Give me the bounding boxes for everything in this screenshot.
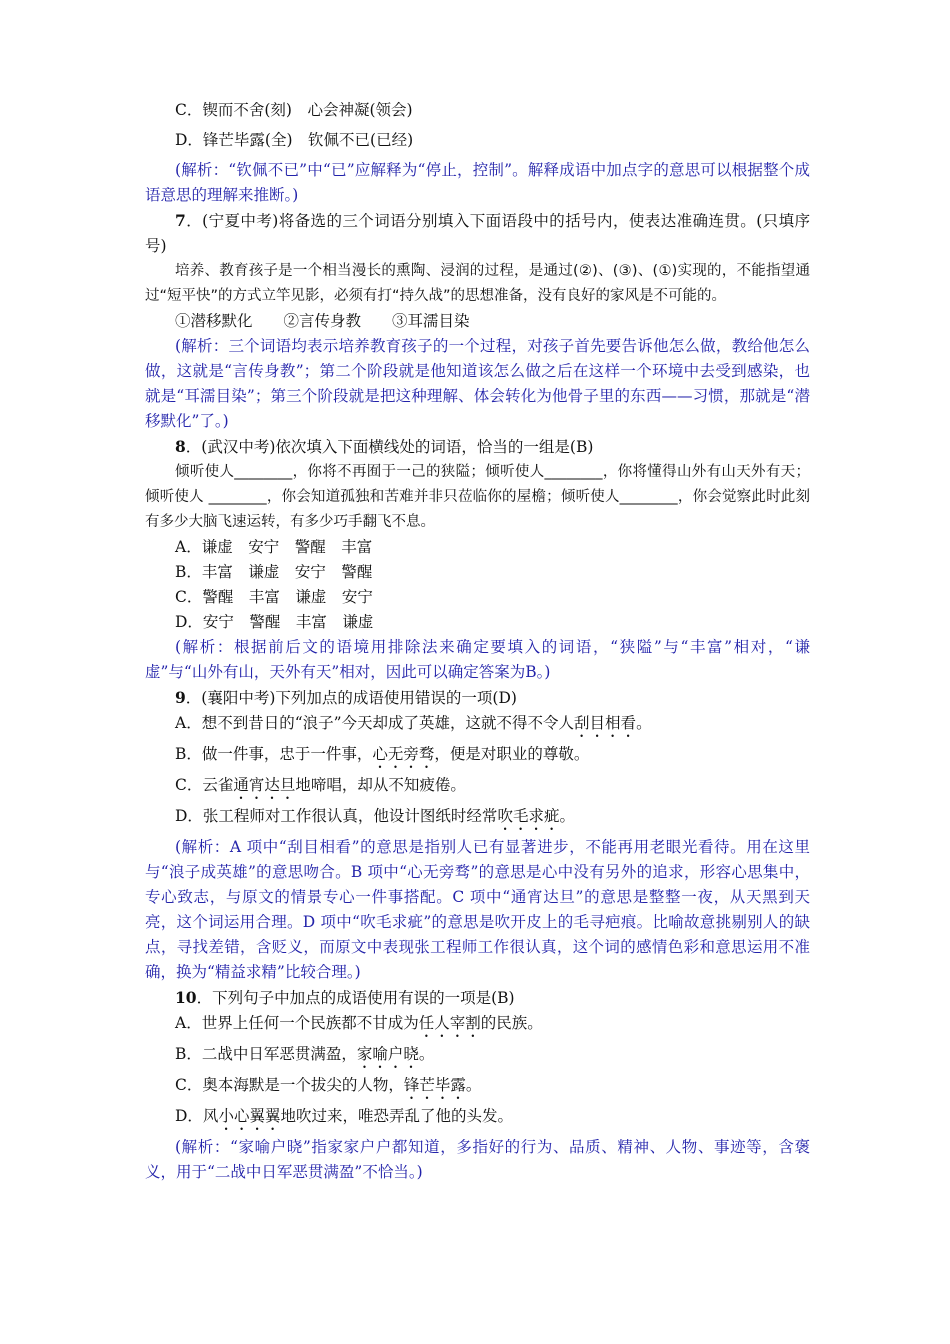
- q10-option-b-idiom: 家喻户晓: [356, 1045, 419, 1063]
- q10-option-b-text: B．二战中日军恶贯满盈，: [175, 1045, 357, 1063]
- q9-option-d-text: D．张工程师对工作很认真，他设计图纸时经常: [175, 807, 498, 825]
- q7-options: ①潜移默化 ②言传身教 ③耳濡目染: [175, 312, 470, 330]
- q7-number: 7: [175, 211, 186, 230]
- q10-number: 10: [175, 988, 197, 1007]
- q9-option-c-idiom: 通宵达旦: [233, 776, 296, 794]
- q10-option-c: [145, 1073, 810, 1104]
- q9-analysis: (解析：A 项中“刮目相看”的意思是指别人已有显著进步，不能再用老眼光看待。用在这里与“浪子成英雄”的意思吻合。B 项中“心无旁骛”的意思是心中没有另外的追求，形容心思集中，专心致志，与原文的情景专心一件事搭配。C 项中“通宵达旦”的意思是整整一夜，从天黑到天亮，这个词运用合理。D 项中“吹毛求疵”的意思是吹开皮上的毛寻疤痕。比喻故意挑剔别人的缺点，寻找差错，含贬义，而原文中表现张工程师工作很认真，这个词的感情色彩和意思运用不准确，换为“精益求精”比较合理。): [145, 838, 810, 981]
- q10-option-a-end: 的民族。: [480, 1014, 543, 1032]
- q9-option-c-text: C．云雀: [175, 776, 234, 794]
- q9-stem-text: ．(襄阳中考)下列加点的成语使用错误的一项(D): [185, 689, 517, 707]
- q10-option-c-end: 。: [465, 1076, 482, 1094]
- q9-option-a-idiom: 刮目相看: [574, 714, 637, 732]
- document-page: [145, 98, 810, 1185]
- q10-option-d-idiom: 小心翼翼: [218, 1107, 281, 1125]
- q9-option-d-end: 。: [559, 807, 575, 825]
- q8-analysis: (解析：根据前后文的语境用排除法来确定要填入的词语，“狭隘”与“丰富”相对，“谦虚”与“山外有山，天外有天”相对，因此可以确定答案为B。): [145, 638, 810, 681]
- q10-option-d-text: D．风: [175, 1107, 219, 1125]
- q9-option-b-end: ，便是对职业的尊敬。: [434, 745, 590, 763]
- q10-analysis: (解析：“家喻户晓”指家家户户都知道，多指好的行为、品质、精神、人物、事迹等，含褒义，用于“二战中日军恶贯满盈”不恰当。): [145, 1138, 810, 1181]
- q8-stem-text: ．(武汉中考)依次填入下面横线处的词语，恰当的一组是(B): [185, 438, 594, 456]
- q10-option-d: [145, 1104, 810, 1135]
- q10-option-a: [145, 1011, 810, 1042]
- q6-option-c: C．锲而不舍(刻) 心会神凝(领会): [175, 101, 413, 119]
- q6-option-d: D．锋芒毕露(全) 钦佩不已(已经): [175, 131, 414, 149]
- q8-passage: 倾听使人________，你将不再囿于一己的狭隘；倾听使人________，你将懂得山外有山天外有天；倾听使人 ________，你会知道孤独和苦难并非只莅临你的屋檐；倾听使人________，你会觉察此时此刻有多少大脑飞速运转，有多少巧手翻飞不息。: [145, 464, 810, 530]
- q8-option-d: D．安宁 警醒 丰富 谦虚: [175, 613, 374, 631]
- q9-number: 9: [175, 688, 186, 707]
- q9-option-b-text: B．做一件事，忠于一件事，: [175, 745, 373, 763]
- q9-option-b: [145, 742, 810, 773]
- q10-stem-text: ．下列句子中加点的成语使用有误的一项是(B): [196, 989, 515, 1007]
- q10-option-a-idiom: 任人宰割: [418, 1014, 481, 1032]
- q10-option-c-idiom: 锋芒毕露: [403, 1076, 466, 1094]
- q7-stem-text: ．(宁夏中考)将备选的三个词语分别填入下面语段中的括号内，使表达准确连贯。(只填序号): [145, 212, 810, 255]
- q9-stem: [145, 685, 810, 711]
- q10-option-c-text: C．奥本海默是一个拔尖的人物，: [175, 1076, 404, 1094]
- q10-option-d-end: 地吹过来，唯恐弄乱了他的头发。: [280, 1107, 513, 1125]
- q8-number: 8: [175, 437, 186, 456]
- q8-stem: [145, 434, 810, 460]
- q9-option-d: [145, 804, 810, 835]
- q9-option-a-text: A．想不到昔日的“浪子”今天却成了英雄，这就不得不令人: [175, 714, 575, 732]
- q10-option-a-text: A．世界上任何一个民族都不甘成为: [175, 1014, 419, 1032]
- q7-passage: 培养、教育孩子是一个相当漫长的熏陶、浸润的过程，是通过(②)、(③)、(①)实现的，不能指望通过“短平快”的方式立竿见影，必须有打“持久战”的思想准备，没有良好的家风是不可能的。: [145, 263, 810, 304]
- q9-option-c: [145, 773, 810, 804]
- q6-analysis: (解析：“钦佩不已”中“已”应解释为“停止，控制”。解释成语中加点字的意思可以根据整个成语意思的理解来推断。): [145, 161, 810, 204]
- q7-analysis: (解析：三个词语均表示培养教育孩子的一个过程，对孩子首先要告诉他怎么做，教给他怎么做，这就是“言传身教”；第二个阶段就是他知道该怎么做之后在这样一个环境中去受到感染，也就是“耳濡目染”；第三个阶段就是把这种理解、体会转化为他骨子里的东西——习惯，那就是“潜移默化”了。): [145, 337, 810, 430]
- q10-stem: [145, 985, 810, 1011]
- q10-option-b-end: 。: [418, 1045, 435, 1063]
- q9-option-d-idiom: 吹毛求疵: [497, 807, 560, 825]
- q8-option-c: C．警醒 丰富 谦虚 安宁: [175, 588, 373, 606]
- q10-option-b: [145, 1042, 810, 1073]
- q9-option-b-idiom: 心无旁骛: [372, 745, 435, 763]
- q9-option-c-end: 地啼唱，却从不知疲倦。: [295, 776, 466, 794]
- q8-option-b: B．丰富 谦虚 安宁 警醒: [175, 563, 373, 581]
- q9-option-a: [145, 711, 810, 742]
- q7-stem: [145, 208, 810, 259]
- q8-option-a: A．谦虚 安宁 警醒 丰富: [175, 538, 373, 556]
- q9-option-a-end: 。: [636, 714, 652, 732]
